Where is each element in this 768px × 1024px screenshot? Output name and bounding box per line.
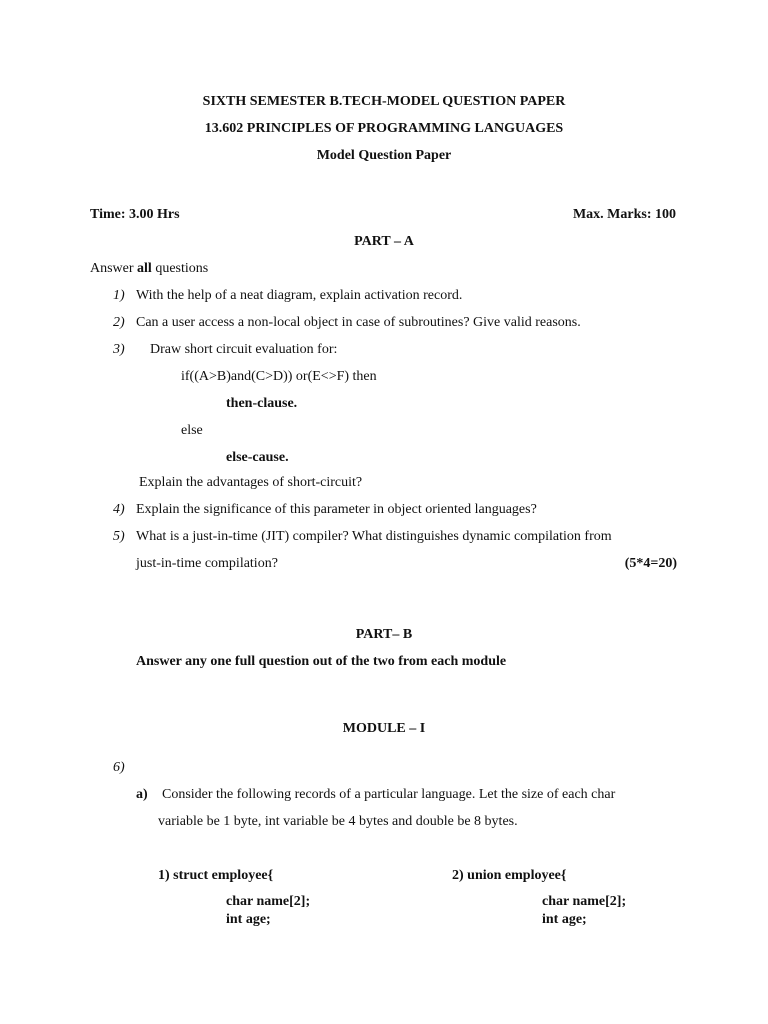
instruction-emphasis: all — [137, 261, 152, 276]
struct-field: int age; — [226, 912, 271, 927]
part-b-heading: PART– B — [355, 627, 413, 642]
instruction-prefix: Answer — [90, 261, 138, 276]
question-continuation: just-in-time compilation? — [136, 556, 278, 571]
question-number: 6) — [113, 760, 125, 775]
part-a-heading: PART – A — [354, 234, 414, 249]
sub-question-text: Consider the following records of a particular language. Let the size of each char — [162, 787, 616, 802]
part-b-instruction: Answer any one full question out of the two from each module — [136, 654, 507, 669]
question-number: 1) — [113, 288, 125, 303]
course-title: 13.602 PRINCIPLES OF PROGRAMMING LANGUAGES — [204, 121, 564, 136]
question-text: Can a user access a non-local object in case of subroutines? Give valid reasons. — [136, 315, 581, 330]
question-followup: Explain the advantages of short-circuit? — [139, 475, 363, 490]
question-text: Draw short circuit evaluation for: — [150, 342, 338, 357]
code-condition: if((A>B)and(C>D)) or(E<>F) then — [181, 369, 377, 384]
part-a-instruction — [90, 260, 208, 278]
union-heading: 2) union employee{ — [452, 868, 567, 883]
struct-field: char name[2]; — [226, 894, 311, 909]
question-text: Explain the significance of this parameter in object oriented languages? — [136, 502, 537, 517]
struct-heading: 1) struct employee{ — [158, 868, 274, 883]
paper-subtitle: Model Question Paper — [316, 148, 452, 163]
instruction-suffix: questions — [151, 261, 209, 276]
question-number: 5) — [113, 529, 125, 544]
union-field: int age; — [542, 912, 587, 927]
max-marks-label: Max. Marks: 100 — [572, 207, 676, 222]
code-else-clause: else-cause. — [226, 450, 289, 465]
question-number: 3) — [113, 342, 125, 357]
code-else: else — [181, 423, 203, 438]
time-label: Time: 3.00 Hrs — [90, 207, 180, 222]
question-number: 2) — [113, 315, 125, 330]
question-text: With the help of a neat diagram, explain activation record. — [136, 288, 463, 303]
sub-question-text-continued: variable be 1 byte, int variable be 4 bytes and double be 8 bytes. — [158, 814, 518, 829]
question-text: What is a just-in-time (JIT) compiler? What distinguishes dynamic compilation from — [136, 529, 612, 544]
code-then-clause: then-clause. — [226, 396, 298, 411]
part-a-marks: (5*4=20) — [624, 556, 677, 571]
module-heading: MODULE – I — [342, 721, 426, 736]
question-number: 4) — [113, 502, 125, 517]
sub-question-label: a) — [136, 787, 148, 802]
paper-title: SIXTH SEMESTER B.TECH-MODEL QUESTION PAPER — [202, 94, 566, 109]
union-field: char name[2]; — [542, 894, 627, 909]
